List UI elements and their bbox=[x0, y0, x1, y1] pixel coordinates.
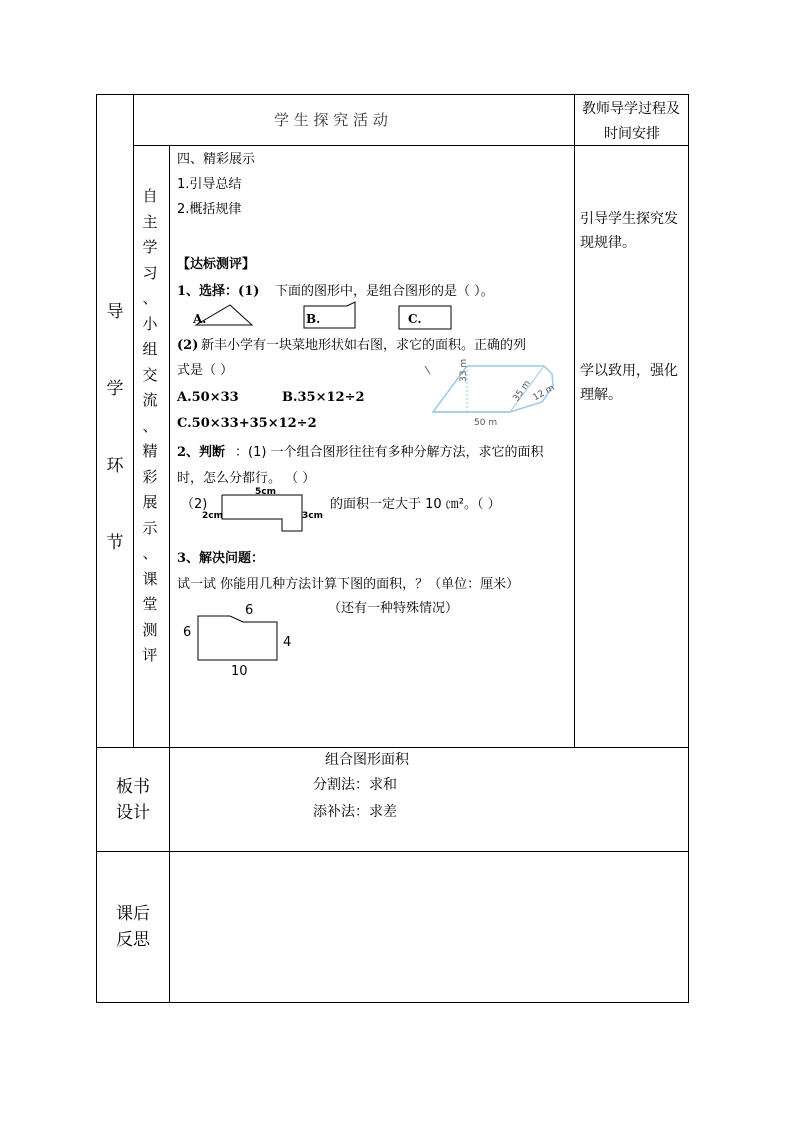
q2-line2: 时，怎么分都行。 （ ） bbox=[177, 471, 316, 486]
header-title: 学 生 探 究 活 动 bbox=[274, 111, 388, 129]
sub-label-char: 、 bbox=[142, 289, 158, 307]
main-label-char: 学 bbox=[106, 379, 124, 399]
q2-2-prefix: （2) bbox=[181, 497, 208, 512]
q3-dim-left: 6 bbox=[183, 625, 192, 640]
q3-text: 试一试 你能用几种方法计算下图的面积，？（单位：厘米） bbox=[177, 577, 520, 592]
sub-label-char: 自 bbox=[142, 187, 158, 205]
q1-2-option-a: A.50×33 bbox=[177, 390, 239, 405]
board-top-border bbox=[96, 747, 689, 748]
q2-line1: ：(1) 一个组合图形往往有多种分解方法，求它的面积 bbox=[235, 445, 544, 460]
sub-label-char: 展 bbox=[142, 493, 158, 511]
sub-label-char: 堂 bbox=[142, 595, 158, 613]
board-line2: 分割法：求和 bbox=[313, 777, 397, 793]
reflection-top-border bbox=[96, 851, 689, 852]
main-label-char: 环 bbox=[106, 456, 124, 476]
teacher-note-2-line2: 理解。 bbox=[580, 387, 622, 403]
q3-dim-right: 4 bbox=[283, 635, 292, 650]
q2-2-text: 的面积一定大于 10 ㎝²。（ ） bbox=[330, 497, 501, 512]
sub-label-char: 习 bbox=[142, 263, 158, 282]
table-bottom-border bbox=[96, 1002, 689, 1003]
sub-label-char: 评 bbox=[142, 646, 158, 664]
q1-text: 下面的图形中，是组合图形的是（ ）。 bbox=[275, 284, 494, 299]
q1-2-label: (2) bbox=[177, 338, 199, 353]
sub-label-char: 主 bbox=[142, 212, 158, 231]
q3-dim-top: 6 bbox=[245, 603, 254, 618]
table-top-border bbox=[96, 94, 689, 95]
sub-label-char: 精 bbox=[142, 442, 158, 460]
q3-note: （还有一种特殊情况） bbox=[328, 601, 459, 616]
teacher-col-header-line2: 时间安排 bbox=[604, 126, 660, 142]
sub-label-char: 组 bbox=[142, 340, 158, 358]
figure-label-33m: 33 m bbox=[459, 358, 469, 382]
main-label-char: 导 bbox=[106, 302, 124, 322]
q1-label: 1、选择：(1) bbox=[177, 284, 260, 299]
q3-label: 3、解决问题： bbox=[177, 551, 265, 566]
q2-dim-3cm: 3cm bbox=[302, 511, 323, 521]
reflection-label-line1: 课后 bbox=[116, 904, 150, 924]
sub-label-char: 、 bbox=[142, 416, 158, 435]
sub-label-char: 示 bbox=[142, 518, 158, 537]
figure-label-50m: 50 m bbox=[474, 418, 498, 428]
q2-label: 2、判断 bbox=[177, 445, 226, 460]
reflection-label-line2: 反思 bbox=[116, 930, 150, 950]
test-title: 【达标测评】 bbox=[177, 257, 256, 272]
figure-label-12m: 12 m bbox=[531, 383, 557, 404]
header-bottom-border bbox=[133, 145, 689, 146]
sub-label-char: 流 bbox=[142, 391, 158, 409]
q2-dim-2cm: 2cm bbox=[202, 511, 223, 521]
sub-label-char: 测 bbox=[142, 620, 158, 639]
teacher-col-header-line1: 教师导学过程及 bbox=[582, 101, 680, 117]
item-2: 2.概括规律 bbox=[177, 202, 242, 217]
board-label-line1: 板书 bbox=[116, 777, 150, 797]
q1-option-c: C. bbox=[408, 312, 422, 326]
sub-label bbox=[139, 184, 161, 669]
section-4-heading: 四、精彩展示 bbox=[177, 152, 256, 167]
board-line3: 添补法：求差 bbox=[313, 804, 397, 820]
teacher-note-1-line2: 现规律。 bbox=[580, 235, 636, 251]
sub-label-char: 课 bbox=[142, 569, 158, 588]
table-right-border bbox=[688, 94, 689, 1003]
q1-2-line1: 新丰小学有一块菜地形状如右图，求它的面积。正确的列 bbox=[201, 338, 527, 353]
board-line1: 组合图形面积 bbox=[325, 752, 409, 768]
q1-option-a: A. bbox=[193, 312, 207, 326]
teacher-col-divider bbox=[574, 94, 575, 748]
main-label bbox=[104, 297, 126, 605]
sub-label-char: 彩 bbox=[142, 467, 158, 486]
q3-dim-bottom: 10 bbox=[231, 664, 248, 679]
figure-label-35m: 35 m bbox=[511, 378, 533, 404]
main-label-divider bbox=[133, 94, 134, 748]
q1-2-option-b: B.35×12÷2 bbox=[282, 390, 365, 405]
q1-option-b: B. bbox=[306, 312, 321, 326]
sub-label-char: 交 bbox=[142, 365, 158, 384]
q1-triangle-shape bbox=[194, 304, 254, 326]
board-label-line2: 设计 bbox=[116, 803, 150, 823]
table-left-border bbox=[96, 94, 97, 1003]
sub-label-char: 、 bbox=[142, 544, 158, 562]
teacher-note-2-line1: 学以致用，强化 bbox=[580, 363, 678, 379]
q1-2-option-c: C.50×33+35×12÷2 bbox=[177, 416, 317, 431]
teacher-note-1-line1: 引导学生探究发 bbox=[580, 211, 678, 227]
q2-dim-5cm: 5cm bbox=[255, 487, 276, 497]
q1-2-line2: 式是（ ） bbox=[177, 363, 234, 378]
q3-pentagon-shape bbox=[197, 615, 279, 661]
q1-shape-c bbox=[398, 305, 452, 330]
item-1: 1.引导总结 bbox=[177, 177, 242, 192]
sub-label-char: 小 bbox=[142, 314, 158, 333]
sub-label-divider bbox=[169, 145, 170, 1003]
main-label-char: 节 bbox=[106, 533, 124, 553]
sub-label-char: 学 bbox=[142, 238, 158, 256]
